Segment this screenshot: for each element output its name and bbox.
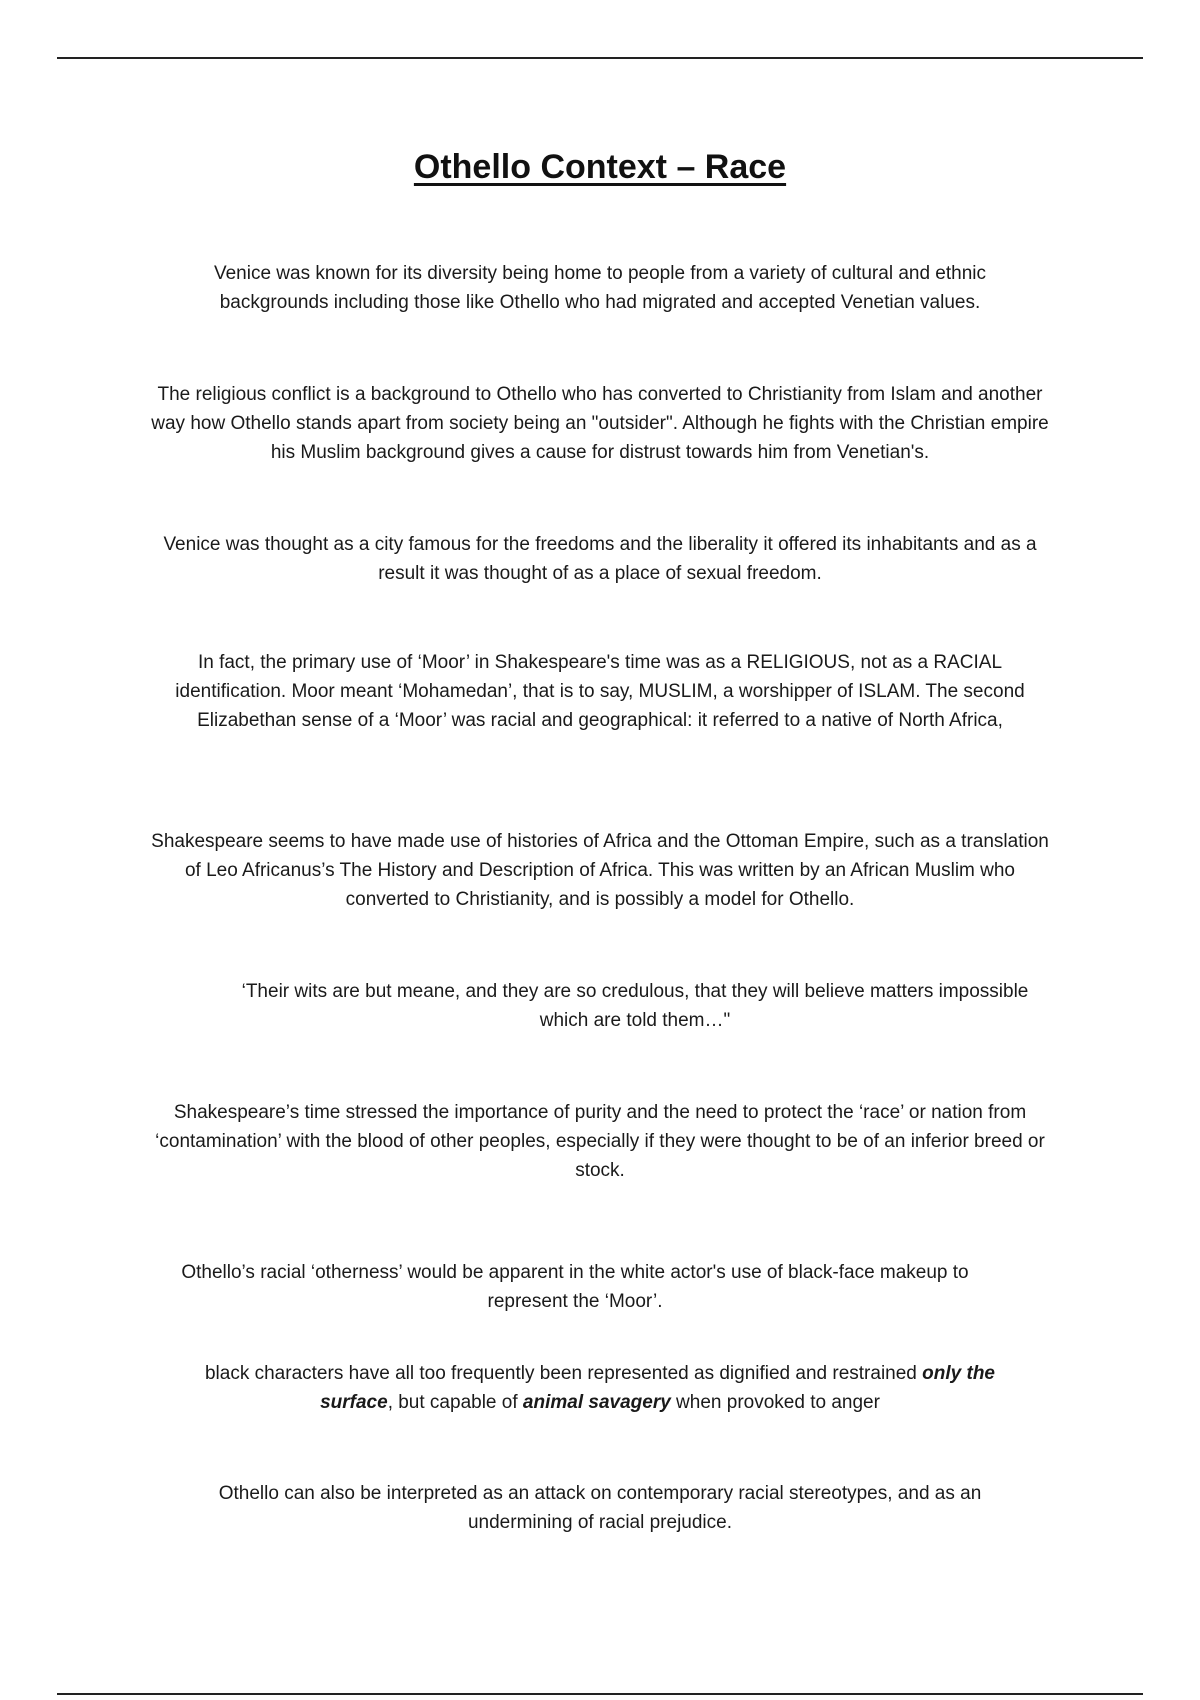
stereotype-text-2: , but capable of <box>387 1392 523 1413</box>
stereotype-emphasis-2: animal savagery <box>522 1392 671 1413</box>
quotation-paragraph: ‘Their wits are but meane, and they are so credulous, that they will believe matters impossible which are told them…" <box>241 981 1029 1031</box>
paragraph-closing: Othello can also be interpreted as an attack on contemporary racial stereotypes, and as an undermining of racial prejudice. <box>218 1483 982 1533</box>
stereotype-text-1: black characters have all too frequently been represented as dignified and restrained <box>204 1363 923 1384</box>
paragraph-moor-meaning: In fact, the primary use of ‘Moor’ in Shakespeare's time was as a RELIGIOUS, not as a RACIAL identification. Moor meant ‘Mohamedan’, that is to say, MUSLIM, a worshipper of ISLAM. The second Elizabethan sense of a ‘Moor’ was racial and geographical: it referred to a native of North Africa, <box>175 652 1025 731</box>
paragraph-stereotype <box>170 1359 1030 1417</box>
paragraph-venice-diversity: Venice was known for its diversity being home to people from a variety of cultural and ethnic backgrounds including those like Othello who had migrated and accepted Venetian values. <box>213 263 986 313</box>
top-rule <box>57 57 1143 59</box>
paragraph-leo-africanus: Shakespeare seems to have made use of histories of Africa and the Ottoman Empire, such as a translation of Leo Africanus’s The History and Description of Africa. This was written by an African Muslim who converted to Christianity, and is possibly a model for Othello. <box>151 831 1049 910</box>
stereotype-text-3: when provoked to anger <box>670 1392 880 1413</box>
paragraph-venice-freedom: Venice was thought as a city famous for the freedoms and the liberality it offered its inhabitants and as a result it was thought of as a place of sexual freedom. <box>163 534 1037 584</box>
page-title: Othello Context – Race <box>413 148 787 186</box>
paragraph-black-face: Othello’s racial ‘otherness’ would be apparent in the white actor's use of black-face makeup to represent the ‘Moor’. <box>181 1262 969 1312</box>
stereotype-emphasis-1: only the surface <box>320 1363 995 1413</box>
bottom-rule <box>57 1693 1143 1695</box>
paragraph-purity: Shakespeare’s time stressed the importance of purity and the need to protect the ‘race’ or nation from ‘contamination’ with the blood of other peoples, especially if they were thought to be of an inferior breed or stock. <box>155 1102 1045 1181</box>
paragraph-religious-conflict: The religious conflict is a background to Othello who has converted to Christianity from Islam and another way how Othello stands apart from society being an "outsider". Although he fights with the Christian empire his Muslim background gives a cause for distrust towards him from Venetian's. <box>151 384 1049 463</box>
